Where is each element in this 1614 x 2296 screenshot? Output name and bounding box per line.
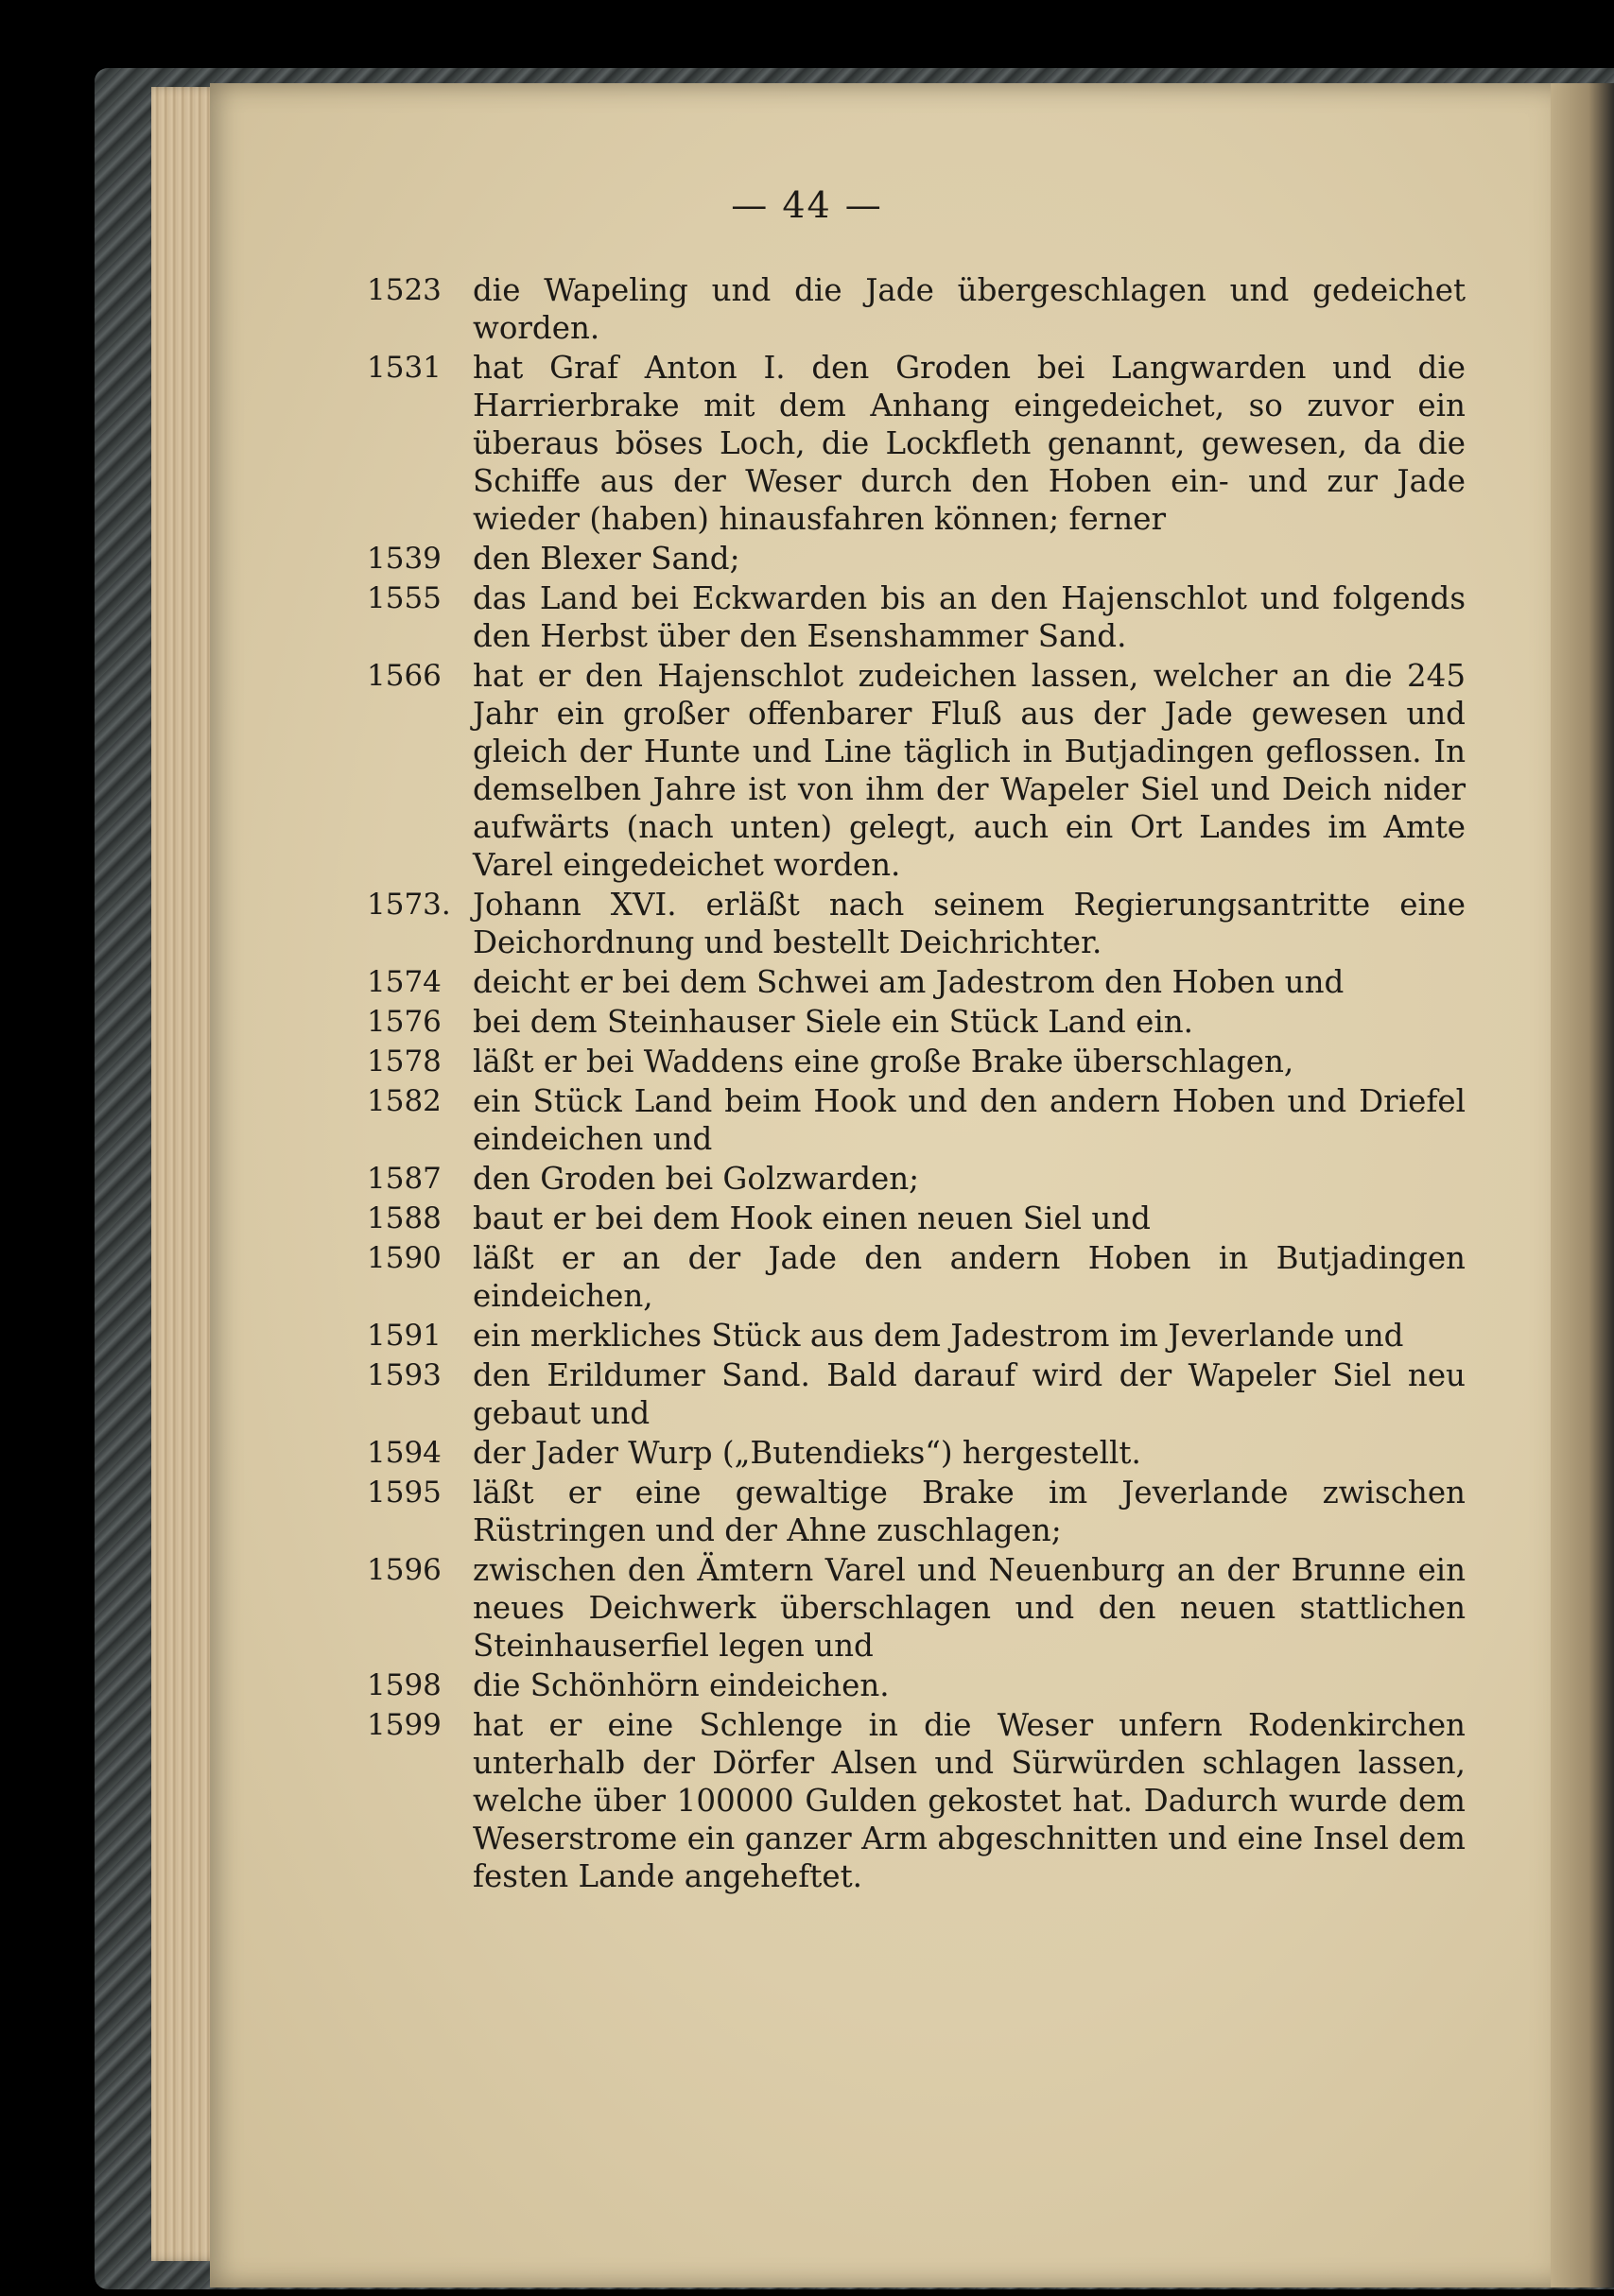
entry-year: 1531	[367, 351, 442, 385]
entry-text: die Wapeling und die Jade übergeschlagen und gedeichet worden.	[473, 272, 1466, 346]
entry-text: hat er eine Schlenge in die Weser unfern Rodenkirchen unterhalb der Dörfer Alsen und Sürwürden schlagen lassen, welche über 100000 Gulden gekostet hat. Dadurch wurde dem Weserstrome ein ganzer Arm abgeschnitten und eine Insel dem festen Lande angeheftet.	[473, 1707, 1466, 1894]
chronicle-entry	[367, 1160, 1466, 1198]
chronicle-entry	[367, 1082, 1466, 1158]
entry-text: die Schönhörn eindeichen.	[473, 1667, 890, 1703]
entry-text: ein merkliches Stück aus dem Jadestrom im Jeverlande und	[473, 1318, 1404, 1354]
entry-text: läßt er eine gewaltige Brake im Jeverlande zwischen Rüstringen und der Ahne zuschlagen;	[473, 1475, 1466, 1548]
entry-text: der Jader Wurp („Butendieks“) hergestellt.	[473, 1435, 1141, 1471]
chronicle-entry	[367, 1200, 1466, 1237]
entry-year: 1590	[367, 1241, 442, 1275]
entry-year: 1598	[367, 1668, 442, 1702]
entry-year: 1523	[367, 273, 442, 307]
entry-text: deicht er bei dem Schwei am Jadestrom den Hoben und	[473, 964, 1345, 1000]
entry-text: Johann XVI. erläßt nach seinem Regierungsantritte eine Deichordnung und bestellt Deichrichter.	[473, 887, 1466, 960]
entry-year: 1578	[367, 1044, 442, 1079]
chronicle-entry	[367, 579, 1466, 655]
entry-text: den Blexer Sand;	[473, 541, 740, 577]
entry-text: läßt er an der Jade den andern Hoben in Butjadingen eindeichen,	[473, 1240, 1466, 1314]
entry-year: 1594	[367, 1436, 442, 1470]
chronicle-entry	[367, 1356, 1466, 1432]
chronicle-entry	[367, 886, 1466, 961]
entry-year: 1593	[367, 1358, 442, 1392]
entry-year: 1596	[367, 1553, 442, 1587]
entry-year: 1591	[367, 1319, 442, 1353]
entry-year: 1573.	[367, 888, 451, 922]
entry-text: baut er bei dem Hook einen neuen Siel und	[473, 1200, 1151, 1236]
chronicle-entry	[367, 657, 1466, 884]
entry-text: ein Stück Land beim Hook und den andern Hoben und Driefel eindeichen und	[473, 1083, 1466, 1157]
chronicle-entry	[367, 349, 1466, 538]
chronicle-entry	[367, 1317, 1466, 1355]
entry-text: das Land bei Eckwarden bis an den Hajenschlot und folgends den Herbst über den Esenshammer Sand.	[473, 580, 1466, 654]
entry-year: 1595	[367, 1476, 442, 1510]
entry-year: 1574	[367, 965, 442, 999]
page-number: — 44 —	[731, 184, 883, 226]
entry-text: hat er den Hajenschlot zudeichen lassen, welcher an die 245 Jahr ein großer offenbarer Fluß aus der Jade gewesen und gleich der Hunte und Line täglich in Butjadingen geflossen. In demselben Jahre ist von ihm der Wapeler Siel und Deich nider aufwärts (nach unten) gelegt, auch ein Ort Landes im Amte Varel eingedeichet worden.	[473, 658, 1466, 883]
entry-year: 1539	[367, 542, 442, 576]
entry-text: läßt er bei Waddens eine große Brake überschlagen,	[473, 1044, 1294, 1079]
chronicle-entry	[367, 1666, 1466, 1704]
entry-text: zwischen den Ämtern Varel und Neuenburg an der Brunne ein neues Deichwerk überschlagen und den neuen stattlichen Steinhauserfiel legen und	[473, 1552, 1466, 1664]
chronicle-entry	[367, 271, 1466, 347]
chronicle-entry	[367, 1706, 1466, 1895]
entry-year: 1582	[367, 1084, 442, 1118]
entry-year: 1588	[367, 1201, 442, 1235]
entry-year: 1599	[367, 1708, 442, 1742]
entry-text: den Groden bei Golzwarden;	[473, 1161, 920, 1197]
chronicle-entries	[367, 271, 1466, 1897]
entry-year: 1587	[367, 1162, 442, 1196]
chronicle-entry	[367, 540, 1466, 578]
chronicle-entry	[367, 1043, 1466, 1080]
book-gutter	[1551, 83, 1614, 2287]
chronicle-entry	[367, 1003, 1466, 1041]
entry-text: den Erildumer Sand. Bald darauf wird der Wapeler Siel neu gebaut und	[473, 1357, 1466, 1431]
entry-text: bei dem Steinhauser Siele ein Stück Land ein.	[473, 1004, 1193, 1040]
chronicle-entry	[367, 1239, 1466, 1315]
chronicle-entry	[367, 1434, 1466, 1472]
chronicle-entry	[367, 1551, 1466, 1665]
entry-year: 1566	[367, 659, 442, 693]
entry-text: hat Graf Anton I. den Groden bei Langwarden und die Harrierbrake mit dem Anhang eingedeichet, so zuvor ein überaus böses Loch, die Lockfleth genannt, gewesen, da die Schiffe aus der Weser durch den Hoben ein- und zur Jade wieder (haben) hinausfahren können; ferner	[473, 350, 1466, 537]
chronicle-entry	[367, 1474, 1466, 1549]
entry-year: 1555	[367, 581, 442, 615]
entry-year: 1576	[367, 1005, 442, 1039]
chronicle-entry	[367, 963, 1466, 1001]
